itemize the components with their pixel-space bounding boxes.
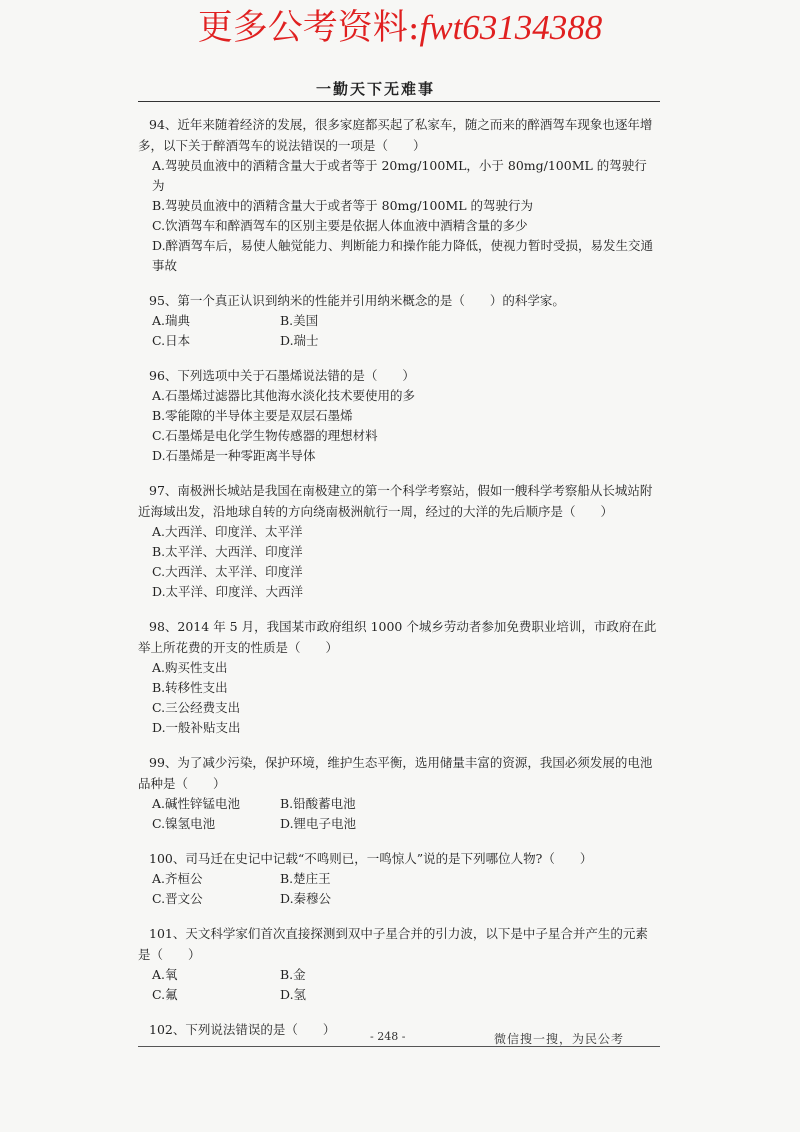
- question-stem: 95、第一个真正认识到纳米的性能并引用纳米概念的是（ ）的科学家。: [149, 293, 565, 308]
- footer-right-text: 微信搜一搜，为民公考: [494, 1032, 625, 1046]
- option-a: A.石墨烯过滤器比其他海水淡化技术要使用的多: [152, 388, 416, 403]
- option-c: C.大西洋、太平洋、印度洋: [152, 564, 303, 579]
- option-b: B.驾驶员血液中的酒精含量大于或者等于 80mg/100ML 的驾驶行为: [152, 198, 534, 213]
- option-d: D.醉酒驾车后，易使人触觉能力、判断能力和操作能力降低，使视力暂时受损，易发生交通事故: [152, 238, 654, 273]
- question-95: [138, 290, 658, 351]
- option-d: D.锂电子电池: [280, 816, 357, 831]
- option-a: A.氧: [152, 967, 178, 982]
- option-a: A.驾驶员血液中的酒精含量大于或者等于 20mg/100ML，小于 80mg/100ML 的驾驶行为: [152, 158, 647, 193]
- option-d: D.石墨烯是一种零距离半导体: [152, 448, 316, 463]
- promo-banner: [0, 6, 800, 50]
- option-list: [138, 869, 658, 909]
- option-d: D.瑞士: [280, 333, 319, 348]
- footer-divider: [138, 1046, 660, 1047]
- option-b: B.太平洋、大西洋、印度洋: [152, 544, 303, 559]
- option-b: B.金: [280, 967, 306, 982]
- question-stem: 98、2014 年 5 月，我国某市政府组织 1000 个城乡劳动者参加免费职业培训，市政府在此举上所花费的开支的性质是（ ）: [138, 619, 657, 655]
- banner-prefix: 更多公考资料:: [197, 8, 420, 48]
- question-99: [138, 752, 658, 834]
- option-a: A.大西洋、印度洋、太平洋: [152, 524, 303, 539]
- option-c: C.三公经费支出: [152, 700, 241, 715]
- question-96: [138, 365, 658, 466]
- option-list: [138, 311, 658, 351]
- option-c: C.日本: [152, 333, 191, 348]
- page-number: - 248 -: [370, 1030, 406, 1043]
- option-b: B.美国: [280, 313, 319, 328]
- option-d: D.秦穆公: [280, 891, 332, 906]
- option-list: [138, 156, 658, 276]
- option-c: C.石墨烯是电化学生物传感器的理想材料: [152, 428, 378, 443]
- option-b: B.转移性支出: [152, 680, 228, 695]
- option-c: C.镍氢电池: [152, 816, 216, 831]
- option-list: [138, 794, 658, 834]
- option-d: D.太平洋、印度洋、大西洋: [152, 584, 304, 599]
- question-stem: 102、下列说法错误的是（ ）: [149, 1022, 336, 1037]
- option-c: C.饮酒驾车和醉酒驾车的区别主要是依据人体血液中酒精含量的多少: [152, 218, 528, 233]
- option-b: B.楚庄王: [280, 871, 331, 886]
- option-b: B.零能隙的半导体主要是双层石墨烯: [152, 408, 353, 423]
- option-list: [138, 522, 658, 602]
- question-stem: 94、近年来随着经济的发展，很多家庭都买起了私家车，随之而来的醉酒驾车现象也逐年增多，以下关于醉酒驾车的说法错误的一项是（ ）: [138, 117, 653, 153]
- header-divider: [138, 101, 660, 102]
- option-d: D.一般补贴支出: [152, 720, 241, 735]
- option-list: [138, 658, 658, 738]
- question-100: [138, 848, 658, 909]
- banner-contact: fwt63134388: [419, 8, 603, 47]
- option-c: C.氟: [152, 987, 178, 1002]
- option-list: [138, 965, 658, 1005]
- question-98: [138, 616, 658, 738]
- question-stem: 101、天文科学家们首次直接探测到双中子星合并的引力波，以下是中子星合并产生的元素是（ ）: [138, 926, 648, 962]
- option-c: C.晋文公: [152, 891, 203, 906]
- option-list: [138, 386, 658, 466]
- question-101: [138, 923, 658, 1005]
- option-d: D.氢: [280, 987, 307, 1002]
- question-stem: 97、南极洲长城站是我国在南极建立的第一个科学考察站，假如一艘科学考察船从长城站附近海域出发，沿地球自转的方向绕南极洲航行一周，经过的大洋的先后顺序是（ ）: [138, 483, 653, 519]
- question-stem: 99、为了减少污染，保护环境，维护生态平衡，选用储量丰富的资源，我国必须发展的电池品种是（ ）: [138, 755, 653, 791]
- option-a: A.购买性支出: [152, 660, 228, 675]
- question-94: [138, 114, 658, 276]
- option-a: A.齐桓公: [152, 871, 203, 886]
- option-a: A.瑞典: [152, 313, 191, 328]
- question-stem: 96、下列选项中关于石墨烯说法错的是（ ）: [149, 368, 415, 383]
- question-stem: 100、司马迁在史记中记载“不鸣则已，一鸣惊人”说的是下列哪位人物?（ ）: [149, 851, 593, 866]
- option-b: B.铅酸蓄电池: [280, 796, 356, 811]
- page-header-title: 一勤天下无难事: [316, 80, 436, 98]
- question-list: [138, 114, 658, 1054]
- question-97: [138, 480, 658, 602]
- option-a: A.碱性锌锰电池: [152, 796, 241, 811]
